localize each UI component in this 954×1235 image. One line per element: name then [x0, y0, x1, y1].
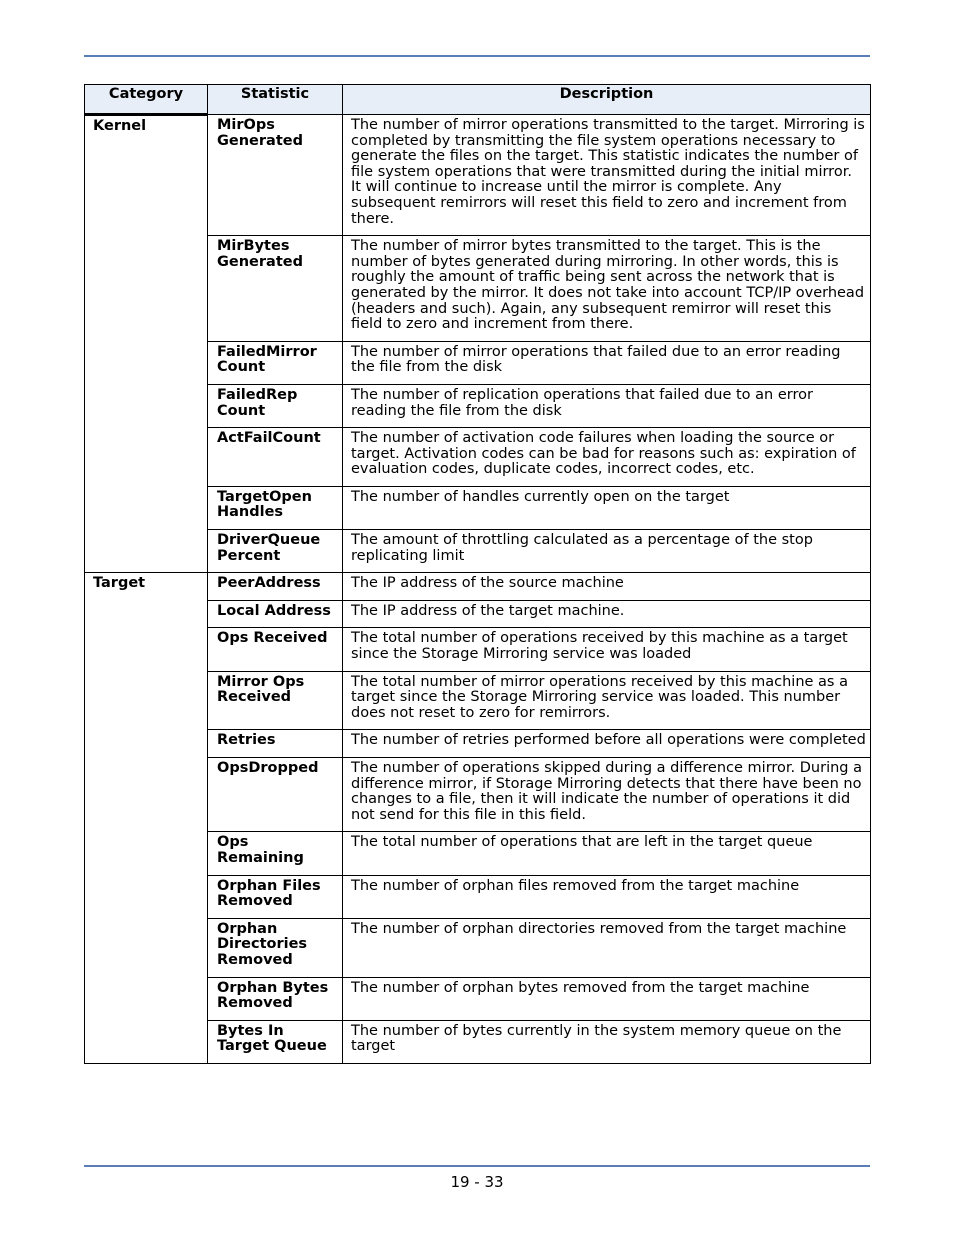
description-cell: The total number of mirror operations received by this machine as a target since the Storage Mirroring service was loaded. This number does not reset to zero for remirrors. [343, 671, 871, 730]
description-cell: The IP address of the target machine. [343, 600, 871, 628]
statistic-cell: MirBytes Generated [208, 236, 343, 342]
description-cell: The total number of operations that are left in the target queue [343, 832, 871, 875]
statistic-cell: FailedRep Count [208, 384, 343, 427]
category-cell: Kernel [85, 115, 208, 573]
statistic-column-header: Statistic [208, 85, 343, 115]
statistic-cell: Orphan Bytes Removed [208, 977, 343, 1020]
description-cell: The number of mirror bytes transmitted to the target. This is the number of bytes generated during mirroring. In other words, this is roughly the amount of traffic being sent across the network that is generated by the mirror. It does not take into account TCP/IP overhead (headers and such). Again, any subsequent remirror will reset this field to zero and increment from there. [343, 236, 871, 342]
description-cell: The number of bytes currently in the system memory queue on the target [343, 1020, 871, 1063]
statistic-cell: OpsDropped [208, 758, 343, 832]
description-cell: The number of retries performed before all operations were completed [343, 730, 871, 758]
description-cell: The number of orphan directories removed from the target machine [343, 918, 871, 977]
statistic-cell: Ops Remaining [208, 832, 343, 875]
description-cell: The number of operations skipped during a difference mirror. During a difference mirror, if Storage Mirroring detects that there have been no changes to a file, then it will indicate the number of operations it did not send for this file in this field. [343, 758, 871, 832]
statistic-cell: Orphan Directories Removed [208, 918, 343, 977]
statistic-cell: Retries [208, 730, 343, 758]
footer-rule [84, 1165, 870, 1167]
statistic-cell: Orphan Files Removed [208, 875, 343, 918]
statistic-cell: MirOps Generated [208, 115, 343, 236]
description-cell: The number of handles currently open on the target [343, 486, 871, 529]
description-cell: The amount of throttling calculated as a percentage of the stop replicating limit [343, 530, 871, 573]
table-row [85, 573, 871, 601]
description-cell: The number of replication operations that failed due to an error reading the file from the disk [343, 384, 871, 427]
description-cell: The number of orphan files removed from the target machine [343, 875, 871, 918]
page-number: 19 - 33 [450, 1173, 504, 1191]
description-cell: The number of mirror operations that failed due to an error reading the file from the disk [343, 341, 871, 384]
description-cell: The number of activation code failures when loading the source or target. Activation codes can be bad for reasons such as: expiration of evaluation codes, duplicate codes, incorrect codes, etc. [343, 428, 871, 487]
statistic-cell: Bytes In Target Queue [208, 1020, 343, 1063]
description-cell: The total number of operations received by this machine as a target since the Storage Mirroring service was loaded [343, 628, 871, 671]
statistic-cell: DriverQueue Percent [208, 530, 343, 573]
header-rule [84, 55, 870, 57]
description-cell: The IP address of the source machine [343, 573, 871, 601]
statistic-cell: Mirror Ops Received [208, 671, 343, 730]
statistic-cell: FailedMirror Count [208, 341, 343, 384]
category-column-header: Category [85, 85, 208, 115]
statistic-cell: TargetOpen Handles [208, 486, 343, 529]
statistic-cell: PeerAddress [208, 573, 343, 601]
statistic-cell: Local Address [208, 600, 343, 628]
description-column-header: Description [343, 85, 871, 115]
description-cell: The number of orphan bytes removed from the target machine [343, 977, 871, 1020]
statistics-table [84, 84, 871, 1064]
statistic-cell: ActFailCount [208, 428, 343, 487]
statistic-cell: Ops Received [208, 628, 343, 671]
description-cell: The number of mirror operations transmitted to the target. Mirroring is completed by transmitting the file system operations necessary to generate the files on the target. This statistic indicates the number of file system operations that were transmitted during the initial mirror. It will continue to increase until the mirror is complete. Any subsequent remirrors will reset this field to zero and increment from there. [343, 115, 871, 236]
table-row [85, 115, 871, 236]
table-header-row [85, 85, 871, 115]
category-cell: Target [85, 573, 208, 1064]
